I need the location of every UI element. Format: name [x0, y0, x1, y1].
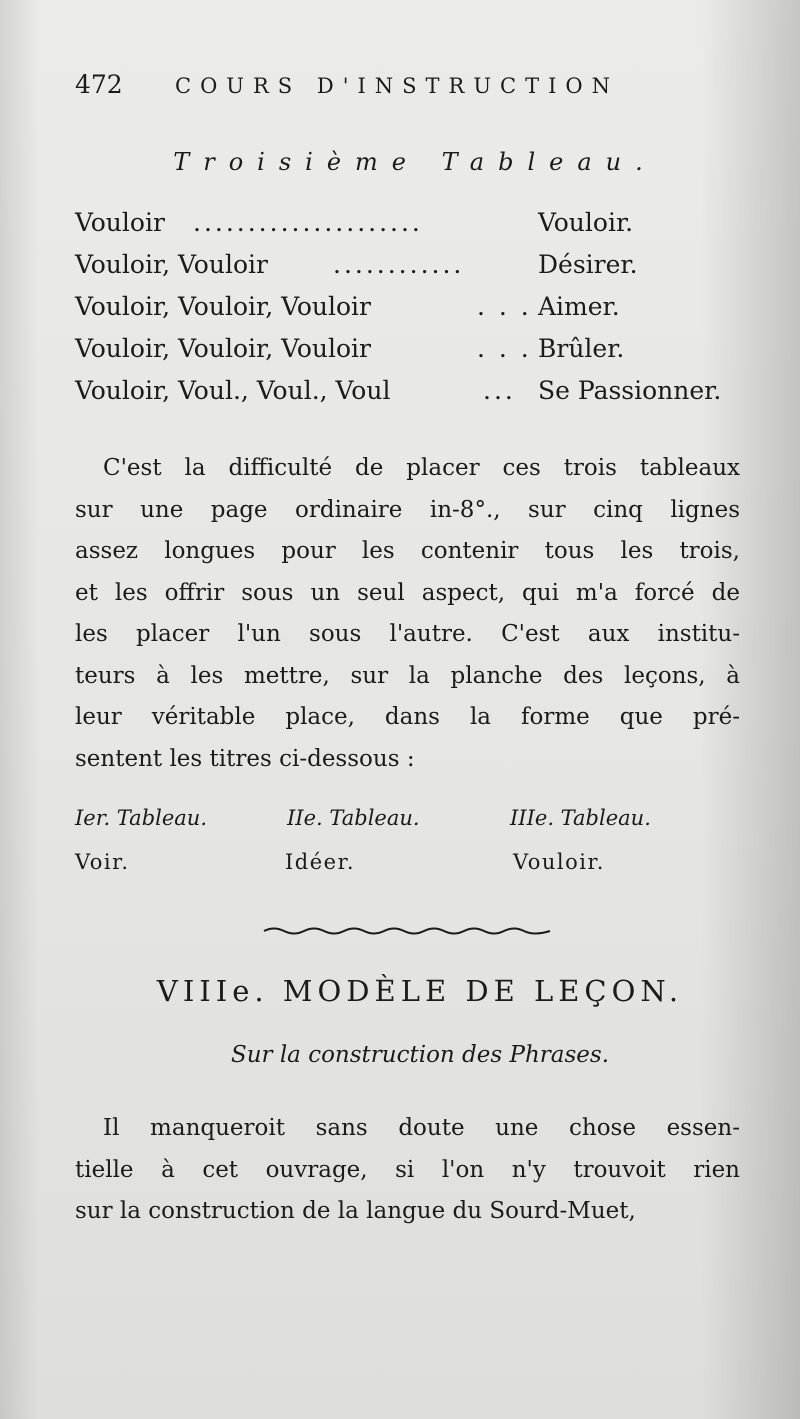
verb-row: [75, 292, 765, 334]
verb-row-meaning: Se Passionner.: [538, 376, 722, 405]
text-line: assez longues pour les contenir tous les trois,: [75, 538, 740, 564]
tableau-title-1: Ier. Tableau.: [75, 806, 208, 830]
text-line: leur véritable place, dans la forme que pré-: [75, 704, 740, 730]
verb-row-terms: Vouloir: [75, 208, 165, 237]
tableau-word-1: Voir.: [75, 850, 130, 874]
verb-row-meaning: Brûler.: [538, 334, 625, 363]
verb-row: [75, 250, 765, 292]
text-line: sur la construction de la langue du Sourd-Muet,: [75, 1198, 636, 1224]
tableau-words: [75, 850, 765, 884]
verb-row-meaning: Vouloir.: [538, 208, 634, 237]
verb-table: [75, 208, 765, 418]
verb-row-meaning: Désirer.: [538, 250, 638, 279]
body-paragraph: [75, 448, 740, 780]
verb-row-leader: . . .: [477, 292, 532, 321]
text-line: C'est la difficulté de placer ces trois tableaux: [103, 455, 740, 481]
section-subtitle: Sur la construction des Phrases.: [230, 1042, 610, 1068]
ornamental-divider: [262, 925, 552, 937]
tableau-title-3: IIIe. Tableau.: [510, 806, 651, 830]
verb-row-terms: Vouloir, Voul., Voul., Voul: [75, 376, 391, 405]
running-head: [75, 70, 715, 110]
verb-row-leader: ...: [483, 376, 516, 405]
text-line: teurs à les mettre, sur la planche des leçons, à: [75, 662, 740, 689]
running-title: COURS D'INSTRUCTION: [175, 74, 619, 98]
verb-row-terms: Vouloir, Vouloir, Vouloir: [75, 292, 372, 321]
verb-row-leader: . . .: [477, 334, 532, 363]
text-line: Il manqueroit sans doute une chose essen-: [103, 1115, 740, 1141]
text-line: sentent les titres ci-dessous :: [75, 745, 415, 772]
verb-row-terms: Vouloir, Vouloir, Vouloir: [75, 334, 372, 363]
body-paragraph: [75, 1108, 740, 1233]
text-line: sur une page ordinaire in-8°., sur cinq lignes: [75, 496, 740, 523]
tableau-word-3: Vouloir.: [513, 850, 605, 874]
section-heading: VIIIe. MODÈLE DE LEÇON.: [156, 974, 684, 1008]
verb-row-leader: .....................: [193, 208, 423, 237]
tableau-title-2: IIe. Tableau.: [287, 806, 420, 830]
verb-row-leader: ............: [333, 250, 465, 279]
verb-row-terms: Vouloir, Vouloir: [75, 250, 268, 279]
text-line: tielle à cet ouvrage, si l'on n'y trouvoit rien: [75, 1156, 740, 1183]
table-title: Troisième Tableau.: [173, 148, 657, 176]
verb-row: [75, 334, 765, 376]
text-line: et les offrir sous un seul aspect, qui m'a forcé de: [75, 579, 740, 606]
text-line: les placer l'un sous l'autre. C'est aux institu-: [75, 621, 740, 647]
page-number: 472: [75, 70, 123, 99]
verb-row-meaning: Aimer.: [538, 292, 620, 321]
tableau-titles: [75, 806, 765, 840]
verb-row: [75, 208, 765, 250]
verb-row: [75, 376, 765, 418]
tableau-word-2: Idéer.: [285, 850, 356, 874]
